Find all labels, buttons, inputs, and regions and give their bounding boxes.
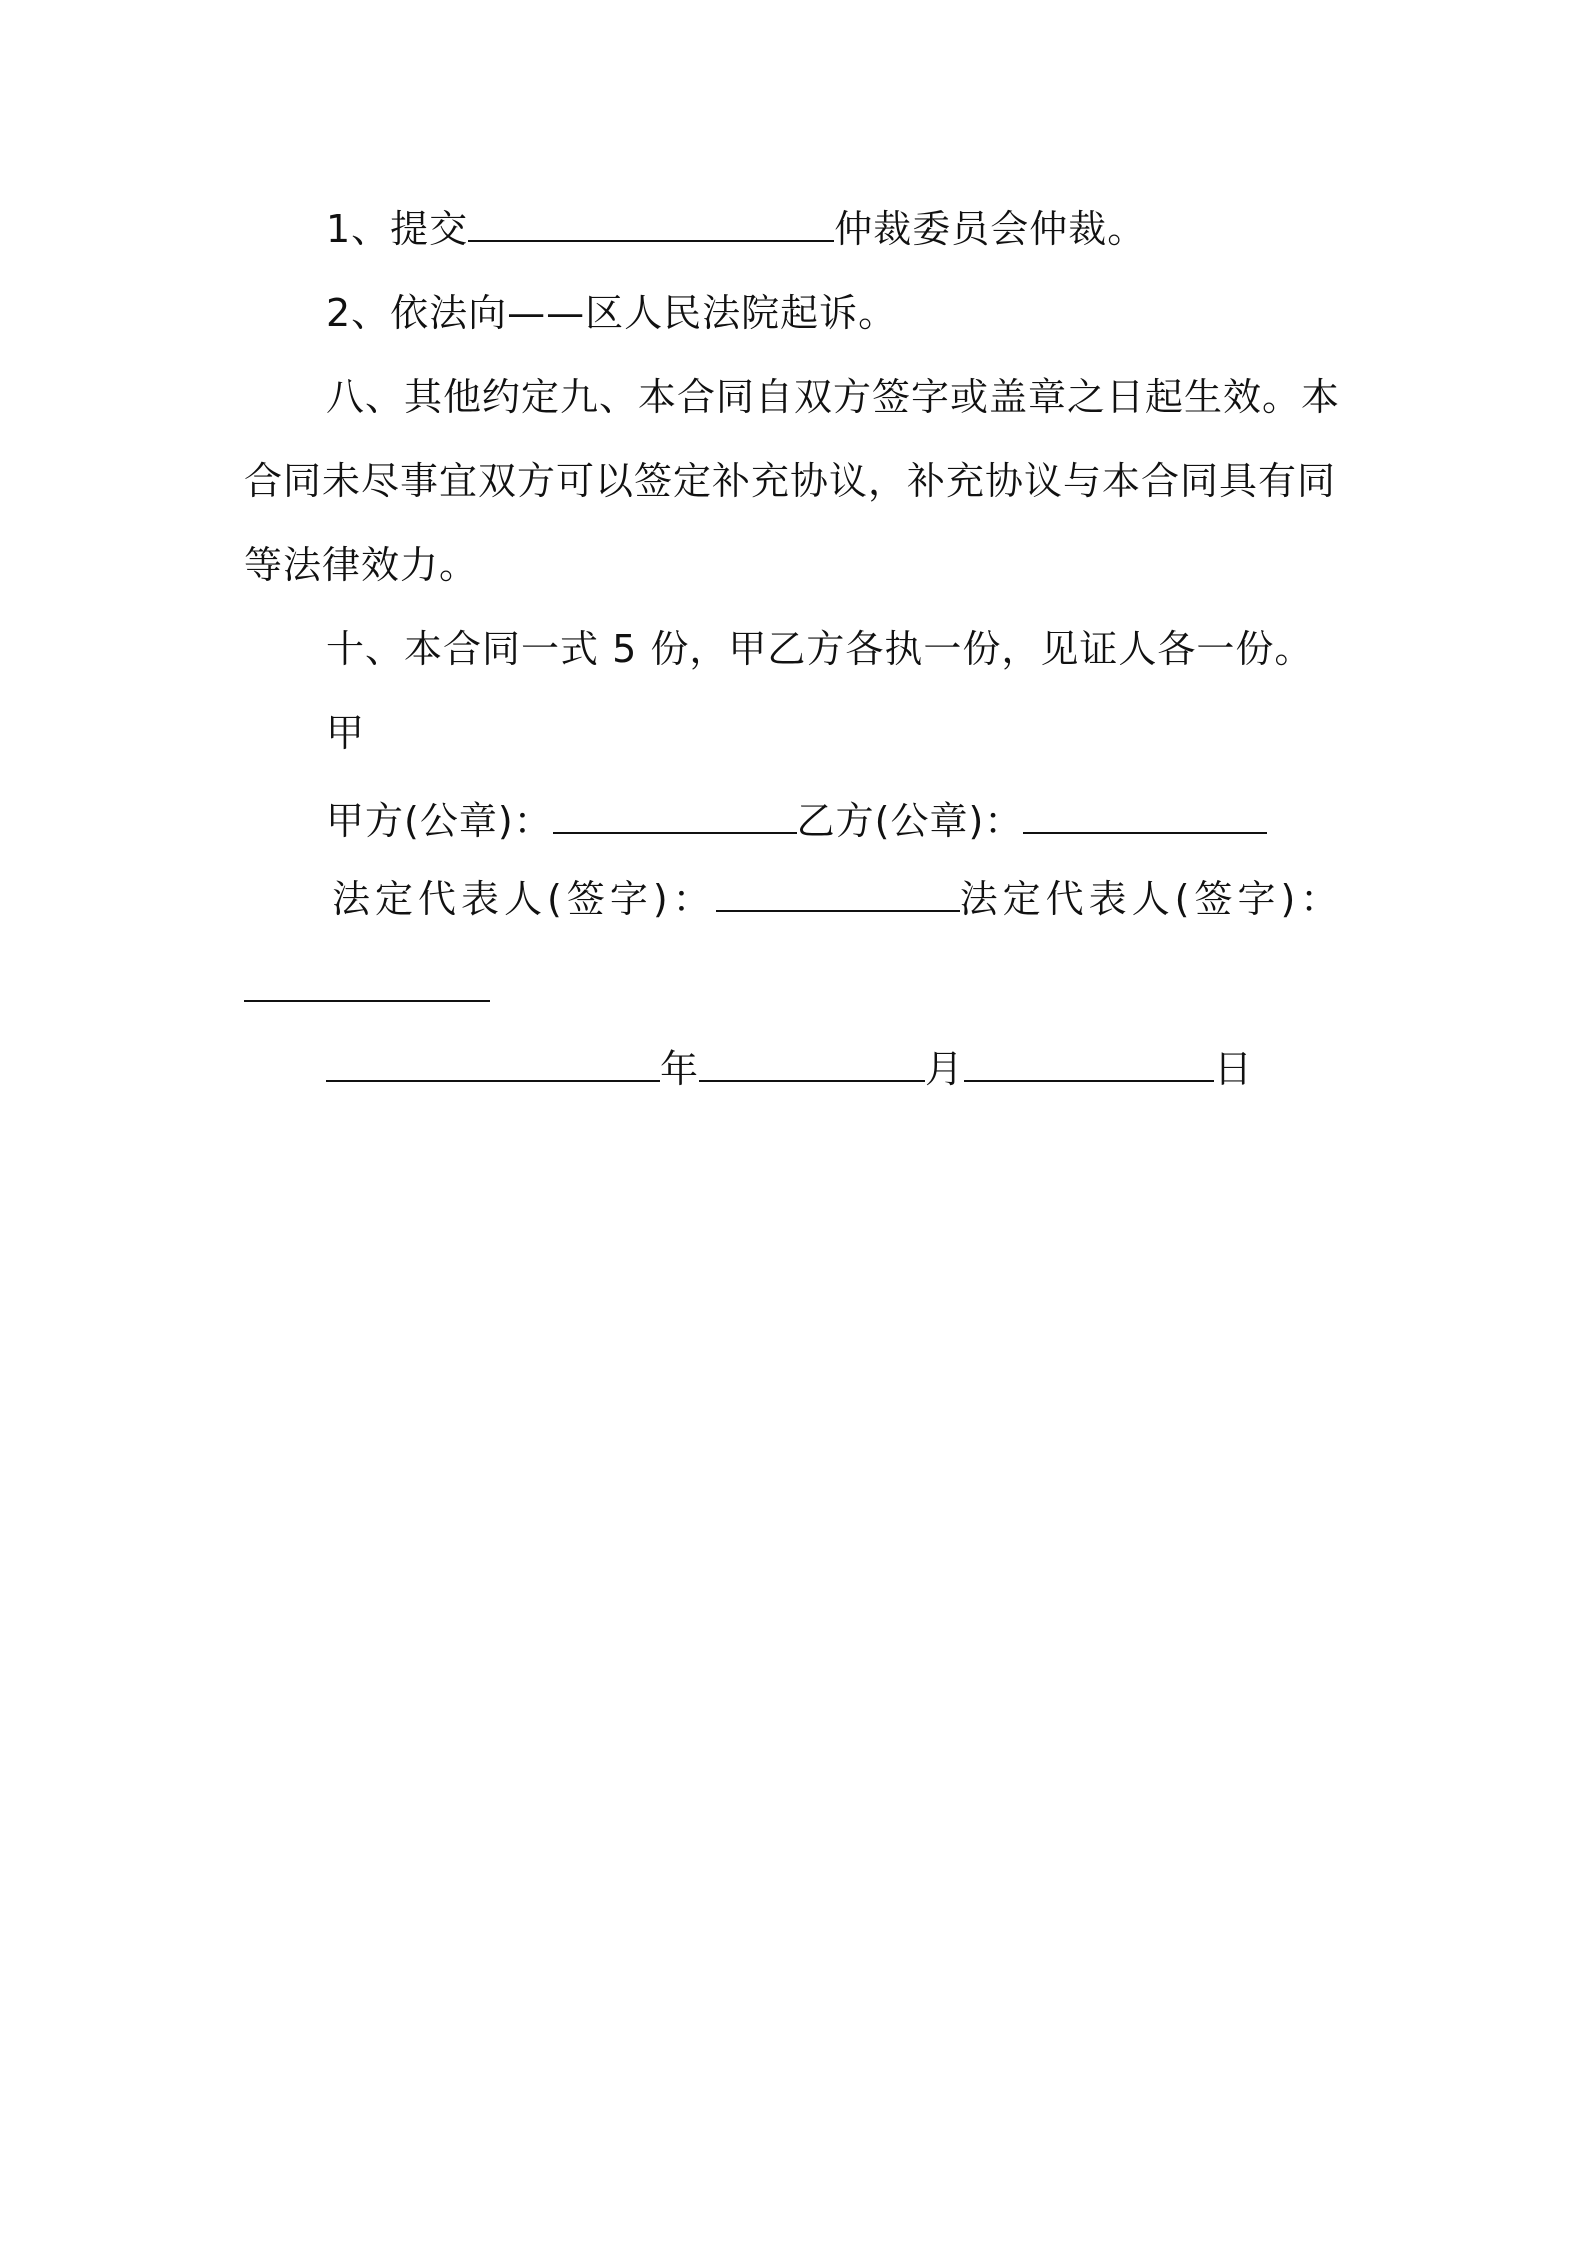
party-b-rep-label: 法定代表人(签字)： (959, 877, 1344, 921)
day-blank[interactable] (964, 1046, 1214, 1082)
date-line (326, 1046, 1253, 1092)
party-a-seal-blank[interactable] (553, 798, 797, 834)
party-b-rep-blank-line (244, 966, 490, 1012)
clause-2: 2、依法向——区人民法院起诉。 (326, 291, 898, 335)
arbitration-committee-blank[interactable] (468, 206, 834, 242)
month-blank[interactable] (699, 1046, 925, 1082)
party-a-heading: 甲 (326, 711, 366, 755)
year-label: 年 (660, 1047, 700, 1091)
month-label: 月 (925, 1047, 965, 1091)
clause-1-prefix: 1、提交 (326, 207, 469, 251)
party-a-rep-label: 法定代表人(签字)： (332, 877, 716, 921)
party-b-seal-label: 乙方(公章)： (796, 799, 1024, 843)
party-b-seal-blank[interactable] (1023, 798, 1267, 834)
clause-8-9-line-1: 八、其他约定九、本合同自双方签字或盖章之日起生效。本 (326, 375, 1341, 419)
clause-8-9-line-2: 合同未尽事宜双方可以签定补充协议，补充协议与本合同具有同 (244, 459, 1337, 503)
seal-line (326, 798, 1267, 844)
clause-1 (326, 206, 1146, 252)
clause-10: 十、本合同一式 5 份，甲乙方各执一份，见证人各一份。 (326, 627, 1314, 671)
party-b-rep-blank[interactable] (244, 966, 490, 1002)
year-blank[interactable] (326, 1046, 660, 1082)
day-label: 日 (1214, 1047, 1254, 1091)
representative-line (332, 876, 1343, 922)
clause-8-9-line-3: 等法律效力。 (244, 543, 479, 587)
party-a-rep-blank[interactable] (716, 876, 960, 912)
party-a-seal-label: 甲方(公章)： (326, 799, 553, 843)
clause-1-suffix: 仲裁委员会仲裁。 (834, 207, 1147, 251)
